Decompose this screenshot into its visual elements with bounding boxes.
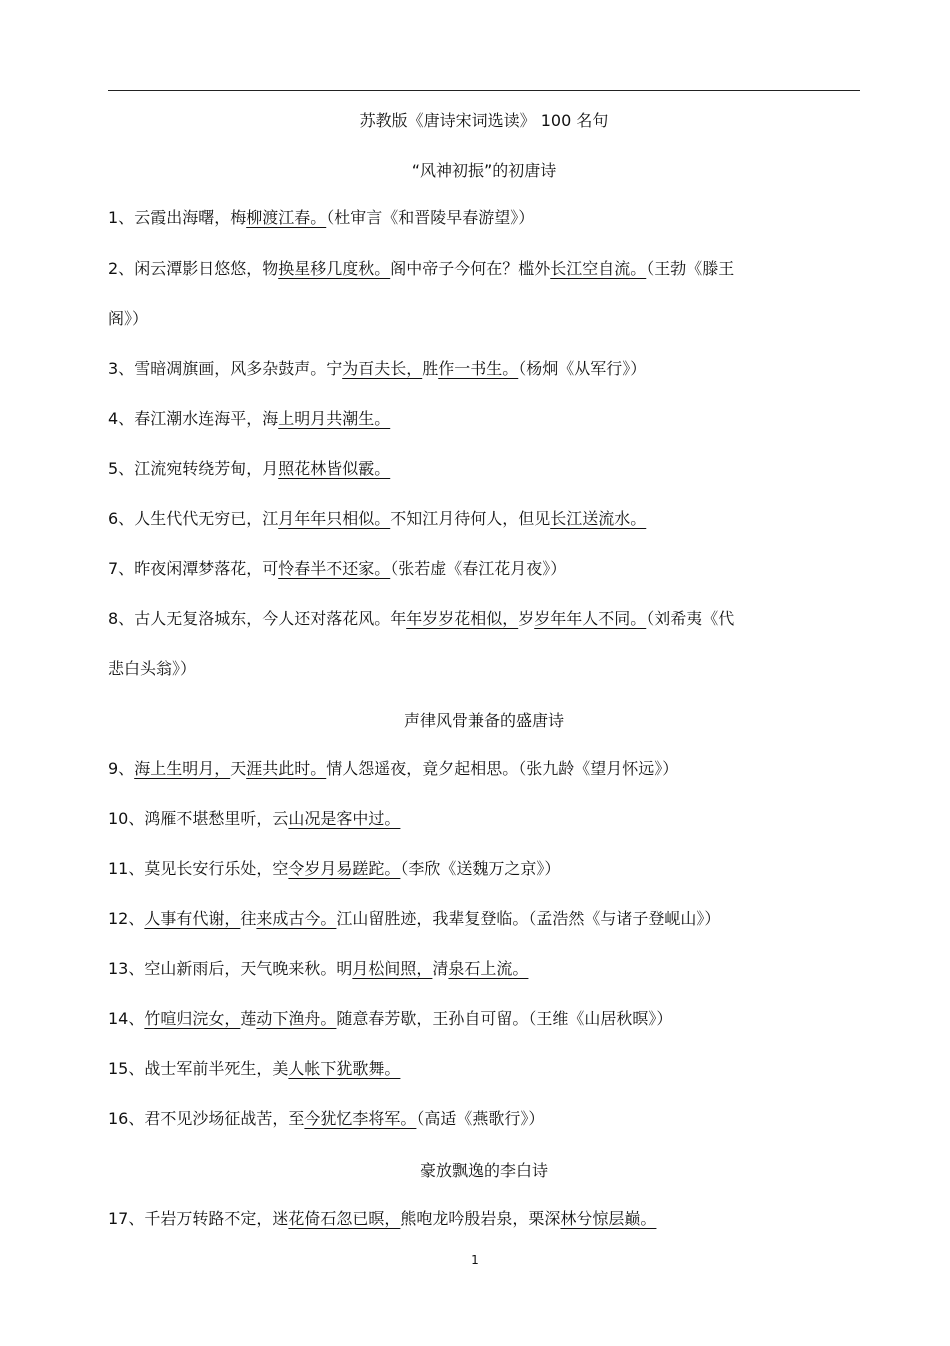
verse-text: 江流宛转绕芳甸，月 [134,459,279,478]
verse-text: 胜 [422,359,439,378]
verse-text: 往 [240,909,257,928]
item-number: 4、 [108,409,135,428]
verse-text: 莲 [240,1009,257,1028]
verse-line [108,258,734,280]
verse-line [108,658,196,680]
verse-text: 熊咆龙吟殷岩泉，栗深 [400,1209,561,1228]
verse-line [108,1008,672,1030]
famous-line-underlined: 怜春半不还家。 [278,559,391,578]
famous-line-underlined: 照花林皆似霰。 [278,459,391,478]
verse-text: （李欣《送魏万之京》） [400,859,561,878]
verse-text: 战士军前半死生，美 [144,1059,289,1078]
verse-text: 雪暗凋旗画，风多杂鼓声。宁 [134,359,343,378]
famous-line-underlined: 长江送流水。 [550,509,647,528]
verse-line [108,508,646,530]
verse-line [108,808,400,830]
section-heading: 声律风骨兼备的盛唐诗 [403,711,564,730]
famous-line-underlined: 泉石上流。 [448,959,529,978]
famous-line-underlined: 月年年只相似。 [278,509,391,528]
famous-line-underlined: 上明月共潮生。 [278,409,391,428]
verse-text: 岁 [518,609,535,628]
item-number: 14、 [108,1009,145,1028]
verse-text: （张若虚《春江花月夜》） [390,559,567,578]
verse-line [108,958,528,980]
famous-line-underlined: 为百夫长， [342,359,423,378]
verse-text: 情人怨遥夜，竟夕起相思。（张九龄《望月怀远》） [326,759,679,778]
verse-text: 不知江月待何人，但见 [390,509,551,528]
verse-line [108,858,560,880]
famous-line-underlined: 山况是客中过。 [288,809,401,828]
item-number: 1、 [108,208,135,227]
verse-text: （刘希夷《代 [646,609,735,628]
verse-line [108,908,720,930]
famous-line-underlined: 岁年年人不同。 [534,609,647,628]
section-heading: 豪放飘逸的李白诗 [419,1161,548,1180]
verse-text: 鸿雁不堪愁里听，云 [144,809,289,828]
verse-text: 天 [230,759,247,778]
verse-text: 随意春芳歇，王孙自可留。（王维《山居秋暝》） [336,1009,673,1028]
famous-line-underlined: 月松间照， [352,959,433,978]
verse-text: （王勃《滕王 [646,259,735,278]
verse-text: 莫见长安行乐处，空 [144,859,289,878]
item-number: 7、 [108,559,135,578]
item-number: 5、 [108,459,135,478]
page-number: 1 [471,1253,479,1267]
top-rule [108,90,860,91]
verse-text: （高适《燕歌行》） [416,1109,545,1128]
famous-line-underlined: 来成古今。 [256,909,337,928]
verse-text: （杜审言《和晋陵早春游望》） [326,208,535,227]
verse-text: 春江潮水连海平，海 [134,409,279,428]
verse-text: （杨炯《从军行》） [518,359,647,378]
item-number: 8、 [108,609,135,628]
verse-line [108,358,646,380]
verse-text: 清 [432,959,449,978]
famous-line-underlined: 长江空自流。 [550,259,647,278]
item-number: 12、 [108,909,145,928]
verse-text: 千岩万转路不定，迷 [144,1209,289,1228]
verse-line [108,758,678,780]
famous-line-underlined: 林兮惊层巅。 [560,1209,657,1228]
verse-line [108,608,734,630]
item-number: 6、 [108,509,135,528]
verse-line [108,558,566,580]
famous-line-underlined: 人帐下犹歌舞。 [288,1059,401,1078]
verse-text: 云霞出海曙，梅 [134,208,247,227]
verse-line [108,1058,400,1080]
verse-text: 昨夜闲潭梦落花，可 [134,559,279,578]
item-number: 13、 [108,959,145,978]
verse-text: 悲白头翁》） [108,659,197,678]
verse-text: 江山留胜迹，我辈复登临。（孟浩然《与诸子登岘山》） [336,909,721,928]
famous-line-underlined: 花倚石忽已暝， [288,1209,401,1228]
famous-line-underlined: 年岁岁花相似， [406,609,519,628]
famous-line-underlined: 海上生明月， [134,759,231,778]
famous-line-underlined: 柳渡江春。 [246,208,327,227]
famous-line-underlined: 作一书生。 [438,359,519,378]
item-number: 9、 [108,759,135,778]
verse-line [108,1108,544,1130]
item-number: 2、 [108,259,135,278]
verse-text: 空山新雨后，天气晚来秋。明 [144,959,353,978]
verse-text: 人生代代无穷已，江 [134,509,279,528]
famous-line-underlined: 动下渔舟。 [256,1009,337,1028]
verse-line [108,308,148,330]
verse-line [108,207,534,229]
verse-line [108,408,390,430]
item-number: 3、 [108,359,135,378]
verse-text: 闲云潭影日悠悠，物 [134,259,279,278]
verse-line [108,458,390,480]
verse-text: 古人无复洛城东，今人还对落花风。年 [134,609,407,628]
item-number: 15、 [108,1059,145,1078]
verse-text: 阁中帝子今何在？槛外 [390,259,551,278]
famous-line-underlined: 涯共此时。 [246,759,327,778]
famous-line-underlined: 换星移几度秋。 [278,259,391,278]
verse-text: 君不见沙场征战苦，至 [144,1109,305,1128]
section-heading: “风神初振”的初唐诗 [411,161,557,180]
famous-line-underlined: 今犹忆李将军。 [304,1109,417,1128]
famous-line-underlined: 令岁月易蹉跎。 [288,859,401,878]
item-number: 17、 [108,1209,145,1228]
famous-line-underlined: 人事有代谢， [144,909,241,928]
item-number: 11、 [108,859,145,878]
verse-text: 阁》） [108,309,149,328]
item-number: 10、 [108,809,145,828]
verse-line [108,1208,656,1230]
famous-line-underlined: 竹喧归浣女， [144,1009,241,1028]
item-number: 16、 [108,1109,145,1128]
document-title: 苏教版《唐诗宋词选读》 100 名句 [359,111,609,130]
